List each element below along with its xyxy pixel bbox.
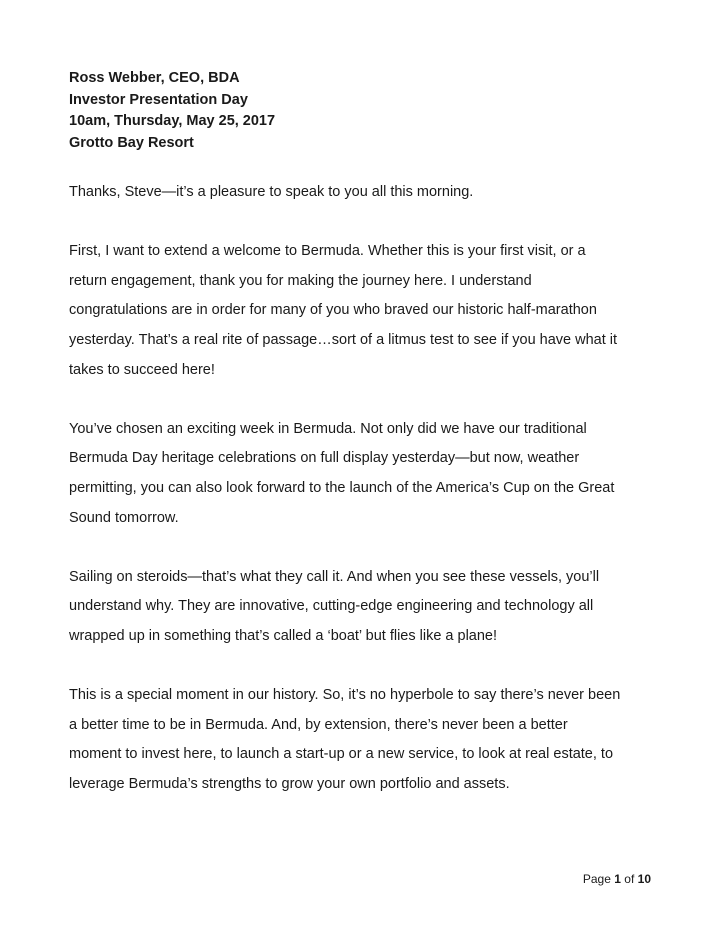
current-page-number: 1 bbox=[614, 872, 621, 886]
total-pages-number: 10 bbox=[637, 872, 651, 886]
of-label: of bbox=[624, 872, 635, 886]
speech-header bbox=[69, 68, 669, 154]
paragraph-1 bbox=[69, 178, 659, 208]
paragraph-line: return engagement, thank you for making the journey here. I understand bbox=[69, 272, 532, 289]
paragraph-line: This is a special moment in our history. So, it’s no hyperbole to say there’s never been bbox=[69, 687, 621, 704]
paragraph-line: Sound tomorrow. bbox=[69, 509, 179, 526]
paragraph-line: moment to invest here, to launch a start-up or a new service, to look at real estate, to bbox=[69, 746, 614, 763]
paragraph-line: permitting, you can also look forward to the launch of the America’s Cup on the Great bbox=[69, 479, 615, 496]
paragraph-line: congratulations are in order for many of you who braved our historic half-marathon bbox=[69, 302, 597, 319]
paragraph-4 bbox=[69, 563, 659, 652]
paragraph-line: yesterday. That’s a real rite of passage…sort of a litmus test to see if you have what it bbox=[69, 331, 618, 348]
event-name-line: Investor Presentation Day bbox=[69, 91, 248, 108]
paragraph-line: understand why. They are innovative, cutting-edge engineering and technology all bbox=[69, 598, 594, 615]
page-label: Page bbox=[582, 872, 611, 886]
paragraph-line: takes to succeed here! bbox=[69, 361, 215, 378]
paragraph-line: a better time to be in Bermuda. And, by extension, there’s never been a better bbox=[69, 716, 568, 733]
paragraph-line: leverage Bermuda’s strengths to grow your own portfolio and assets. bbox=[69, 775, 510, 792]
page-number-footer bbox=[583, 871, 651, 887]
speech-body bbox=[69, 178, 659, 829]
paragraph-line: First, I want to extend a welcome to Bermuda. Whether this is your first visit, or a bbox=[69, 243, 586, 260]
paragraph-line: Bermuda Day heritage celebrations on full display yesterday—but now, weather bbox=[69, 450, 580, 467]
paragraph-line: Sailing on steroids—that’s what they call it. And when you see these vessels, you’ll bbox=[69, 568, 600, 585]
paragraph-line: Thanks, Steve—it’s a pleasure to speak to you all this morning. bbox=[69, 184, 474, 200]
event-date-line: 10am, Thursday, May 25, 2017 bbox=[69, 113, 276, 129]
event-venue-line: Grotto Bay Resort bbox=[69, 134, 194, 151]
paragraph-line: You’ve chosen an exciting week in Bermuda. Not only did we have our traditional bbox=[69, 420, 587, 437]
paragraph-5 bbox=[69, 681, 659, 799]
paragraph-line: wrapped up in something that’s called a ‘boat’ but flies like a plane! bbox=[69, 627, 498, 644]
paragraph-2 bbox=[69, 237, 659, 385]
paragraph-3 bbox=[69, 415, 659, 533]
speaker-line: Ross Webber, CEO, BDA bbox=[69, 70, 240, 86]
